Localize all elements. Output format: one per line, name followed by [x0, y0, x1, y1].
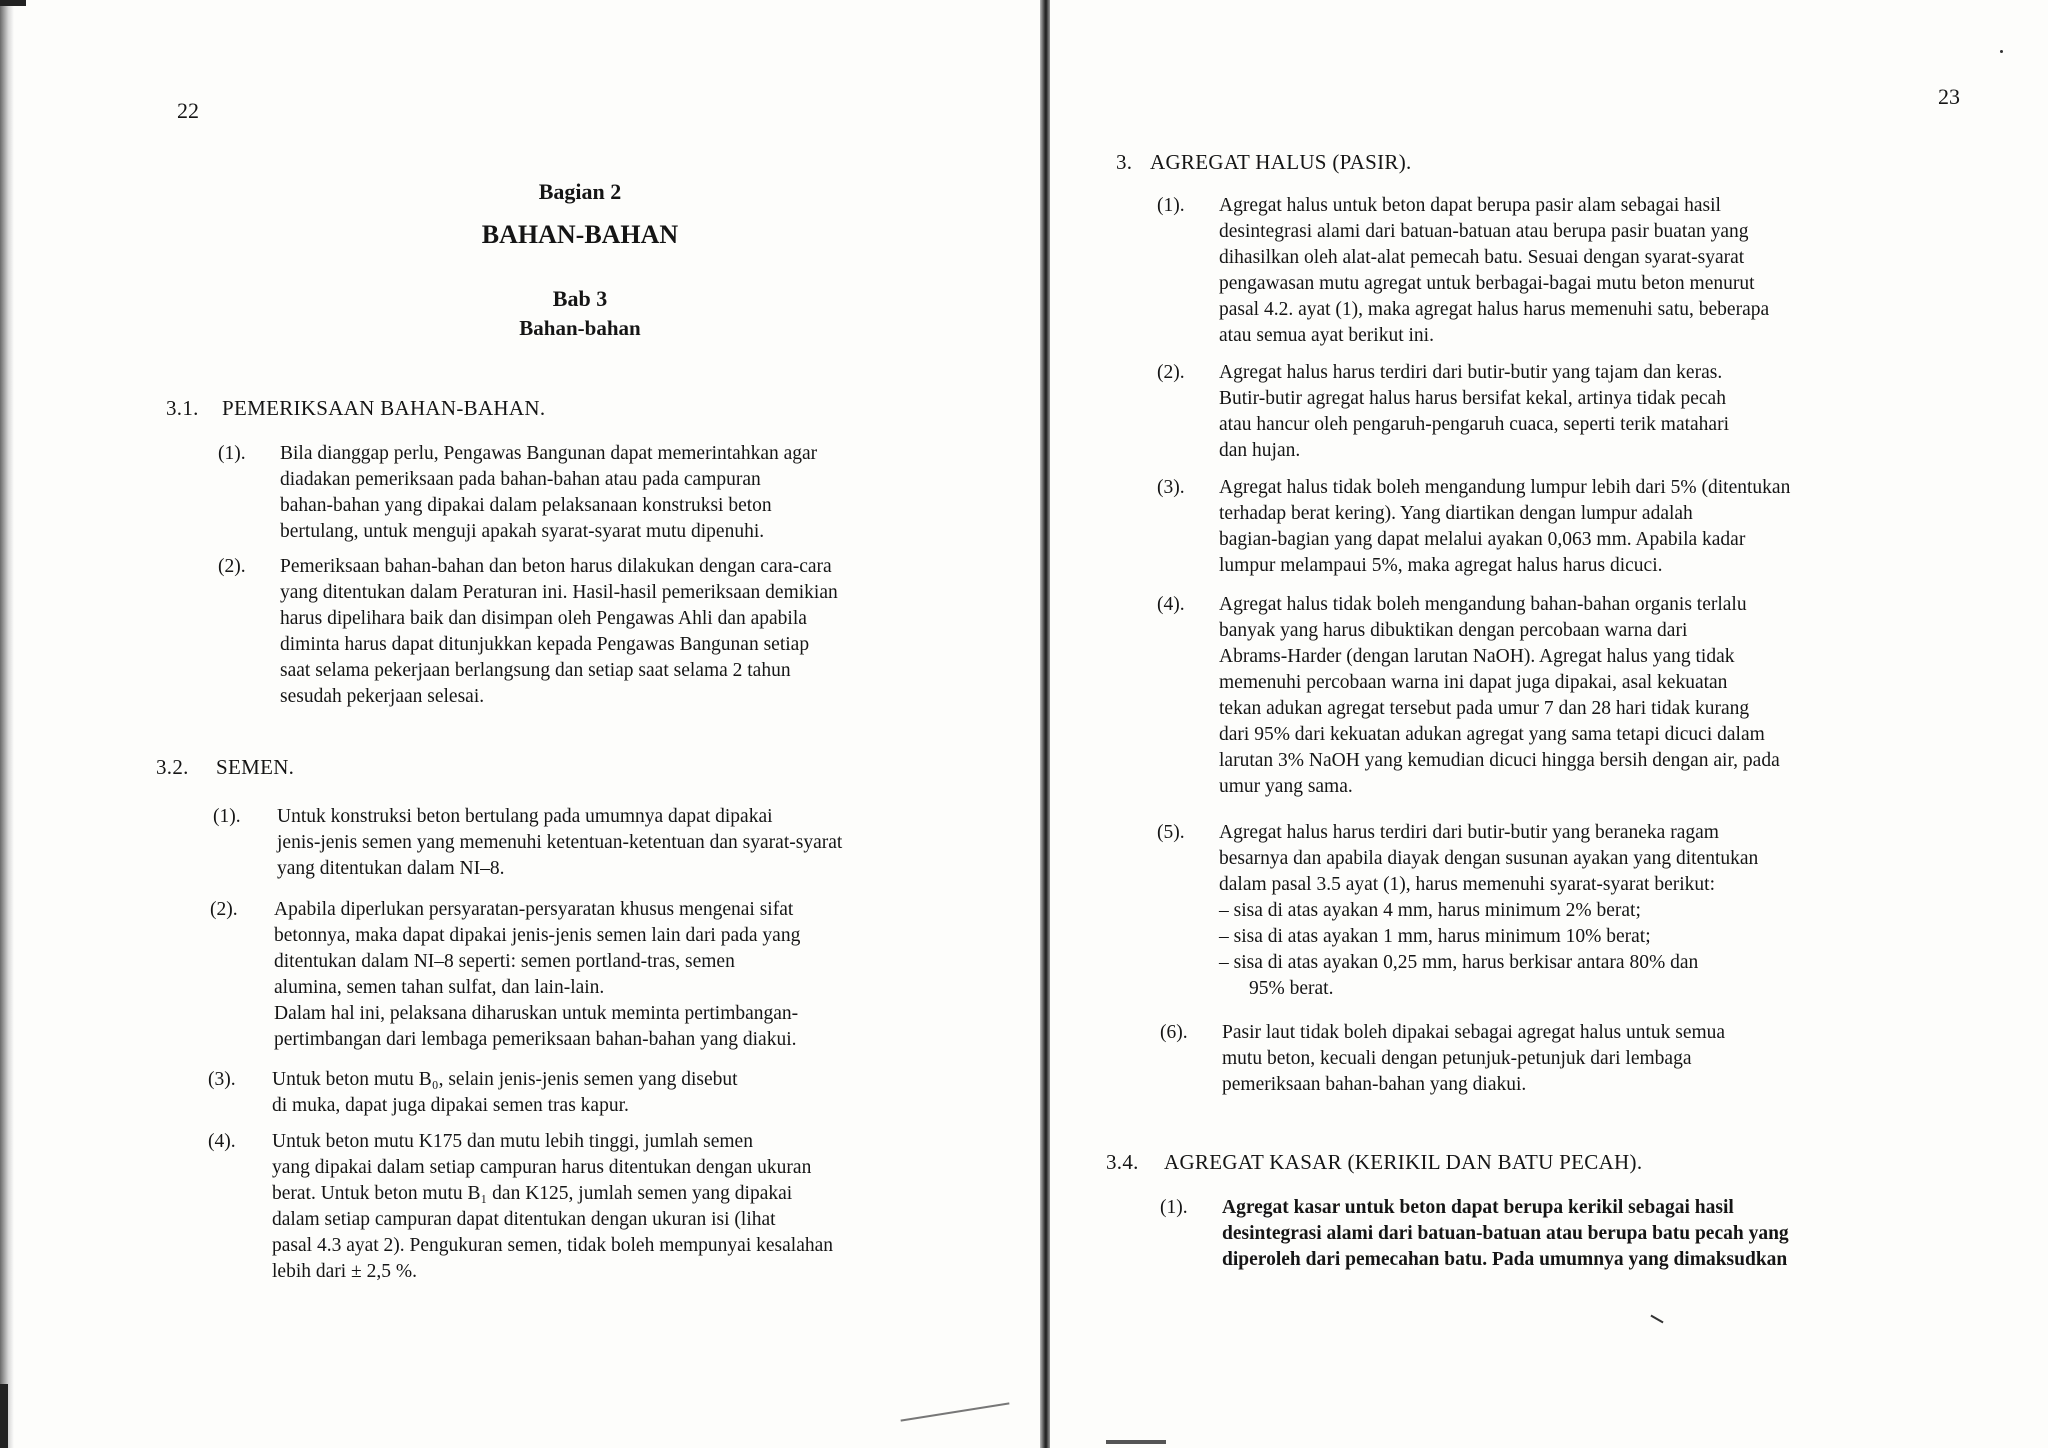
text-line: atau hancur oleh pengaruh-pengaruh cuaca, seperti terik matahari	[1219, 414, 1729, 435]
section-number: 3.1.	[166, 396, 199, 420]
text-line: besarnya dan apabila diayak dengan susunan ayakan yang ditentukan	[1219, 848, 1759, 869]
section-number: 3.2.	[156, 755, 189, 779]
part-title: BAHAN-BAHAN	[481, 220, 679, 249]
text-line: desintegrasi alami dari batuan-batuan atau berupa batu pecah yang	[1222, 1223, 1789, 1244]
scan-smudge	[901, 1402, 1010, 1421]
text-line: betonnya, maka dapat dipakai jenis-jenis semen lain dari pada yang	[274, 925, 801, 946]
text-line: dalam pasal 3.5 ayat (1), harus memenuhi syarat-syarat berikut:	[1219, 874, 1715, 895]
text-line: pengawasan mutu agregat untuk berbagai-bagai mutu beton menurut	[1219, 273, 1755, 294]
text-line: pemeriksaan bahan-bahan yang diakui.	[1222, 1074, 1527, 1095]
text-line: Pasir laut tidak boleh dipakai sebagai agregat halus untuk semua	[1222, 1022, 1726, 1043]
text-line: Pemeriksaan bahan-bahan dan beton harus dilakukan dengan cara-cara	[280, 556, 832, 577]
text-line: Bila dianggap perlu, Pengawas Bangunan dapat memerintahkan agar	[280, 443, 818, 464]
scan-speck	[2000, 50, 2003, 53]
text-line: bertulang, untuk menguji apakah syarat-syarat mutu dipenuhi.	[280, 521, 765, 542]
text-line: diadakan pemeriksaan pada bahan-bahan atau pada campuran	[280, 469, 761, 490]
item-number: (4).	[1157, 594, 1185, 615]
text-line: pasal 4.2. ayat (1), maka agregat halus harus memenuhi satu, beberapa	[1219, 299, 1770, 320]
text-line: Untuk beton mutu K175 dan mutu lebih tinggi, jumlah semen	[272, 1131, 753, 1152]
text-line: terhadap berat kering). Yang diartikan dengan lumpur adalah	[1219, 503, 1693, 524]
text-line: di muka, dapat juga dipakai semen tras kapur.	[272, 1095, 629, 1116]
text-line: Abrams-Harder (dengan larutan NaOH). Agregat halus yang tidak	[1219, 646, 1735, 667]
list-item: 95% berat.	[1249, 978, 1334, 999]
scan-speck	[1650, 1315, 1663, 1324]
item-number: (2).	[1157, 362, 1185, 383]
text-line: tekan adukan agregat tersebut pada umur 7 dan 28 hari tidak kurang	[1219, 698, 1750, 719]
section-title: PEMERIKSAAN BAHAN-BAHAN.	[222, 396, 546, 420]
item-number: (4).	[208, 1131, 236, 1152]
section-title: AGREGAT KASAR (KERIKIL DAN BATU PECAH).	[1164, 1150, 1643, 1174]
item-number: (1).	[1157, 195, 1185, 216]
text-line: alumina, semen tahan sulfat, dan lain-lain.	[274, 977, 605, 998]
text-line: Butir-butir agregat halus harus bersifat kekal, artinya tidak pecah	[1219, 388, 1726, 409]
section-title: SEMEN.	[216, 755, 295, 779]
chapter-label: Bab 3	[552, 286, 608, 311]
item-number: (1).	[1160, 1197, 1188, 1218]
text-line: saat selama pekerjaan berlangsung dan setiap saat selama 2 tahun	[280, 660, 791, 681]
text-line: Apabila diperlukan persyaratan-persyaratan khusus mengenai sifat	[274, 899, 794, 920]
text-line: yang ditentukan dalam Peraturan ini. Hasil-hasil pemeriksaan demikian	[280, 582, 838, 603]
text-line: desintegrasi alami dari batuan-batuan atau berupa pasir buatan yang	[1219, 221, 1749, 242]
text-line: diperoleh dari pemecahan batu. Pada umumnya yang dimaksudkan	[1222, 1249, 1788, 1270]
text-line: pasal 4.3 ayat 2). Pengukuran semen, tidak boleh mempunyai kesalahan	[272, 1235, 834, 1256]
text-line: dari 95% dari kekuatan adukan agregat yang sama tetapi dicuci dalam	[1219, 724, 1765, 745]
item-number: (1).	[213, 806, 241, 827]
part-label: Bagian 2	[538, 179, 622, 204]
text-line: Agregat halus untuk beton dapat berupa pasir alam sebagai hasil	[1219, 195, 1721, 216]
text-line: Dalam hal ini, pelaksana diharuskan untuk meminta pertimbangan-	[274, 1003, 799, 1024]
item-number: (5).	[1157, 822, 1185, 843]
text-line: Agregat halus tidak boleh mengandung bahan-bahan organis terlalu	[1219, 594, 1747, 615]
page-number: 22	[177, 98, 199, 123]
text-line: memenuhi percobaan warna ini dapat juga dipakai, asal kekuatan	[1219, 672, 1728, 693]
scan-smudge	[1106, 1440, 1166, 1444]
text-line: ditentukan dalam NI–8 seperti: semen portland-tras, semen	[274, 951, 735, 972]
text-line: dihasilkan oleh alat-alat pemecah batu. Sesuai dengan syarat-syarat	[1219, 247, 1745, 268]
item-number: (3).	[208, 1069, 236, 1090]
text-line: lebih dari ± 2,5 %.	[272, 1261, 418, 1282]
item-number: (2).	[218, 556, 246, 577]
text-line: berat. Untuk beton mutu B₁ dan K125, jumlah semen yang dipakai	[272, 1183, 793, 1204]
item-number: (2).	[210, 899, 238, 920]
text-line: dalam setiap campuran dapat ditentukan dengan ukuran isi (lihat	[272, 1209, 776, 1230]
text-line: mutu beton, kecuali dengan petunjuk-petunjuk dari lembaga	[1222, 1048, 1692, 1069]
text-line: Agregat halus harus terdiri dari butir-butir yang tajam dan keras.	[1219, 362, 1723, 383]
text-line: diminta harus dapat ditunjukkan kepada Pengawas Bangunan setiap	[280, 634, 810, 655]
text-line: bahan-bahan yang dipakai dalam pelaksanaan konstruksi beton	[280, 495, 772, 516]
text-line: pertimbangan dari lembaga pemeriksaan bahan-bahan yang diakui.	[274, 1029, 797, 1050]
item-number: (3).	[1157, 477, 1185, 498]
text-line: sesudah pekerjaan selesai.	[280, 686, 485, 707]
text-line: dan hujan.	[1219, 440, 1301, 461]
text-line: jenis-jenis semen yang memenuhi ketentuan-ketentuan dan syarat-syarat	[277, 832, 843, 853]
text-line: yang dipakai dalam setiap campuran harus ditentukan dengan ukuran	[272, 1157, 812, 1178]
section-number: 3.	[1116, 150, 1133, 174]
list-item: – sisa di atas ayakan 0,25 mm, harus berkisar antara 80% dan	[1219, 952, 1699, 973]
text-line: larutan 3% NaOH yang kemudian dicuci hingga bersih dengan air, pada	[1219, 750, 1780, 771]
text-line: atau semua ayat berikut ini.	[1219, 325, 1434, 346]
section-number: 3.4.	[1106, 1150, 1139, 1174]
text-line: Agregat halus tidak boleh mengandung lumpur lebih dari 5% (ditentukan	[1219, 477, 1791, 498]
item-number: (6).	[1160, 1022, 1188, 1043]
text-line: bagian-bagian yang dapat melalui ayakan 0,063 mm. Apabila kadar	[1219, 529, 1746, 550]
text-line: Agregat kasar untuk beton dapat berupa kerikil sebagai hasil	[1222, 1197, 1734, 1218]
text-line: Untuk konstruksi beton bertulang pada umumnya dapat dipakai	[277, 806, 773, 827]
text-line: Agregat halus harus terdiri dari butir-butir yang beraneka ragam	[1219, 822, 1719, 843]
chapter-title: Bahan-bahan	[519, 316, 641, 340]
text-line: umur yang sama.	[1219, 776, 1353, 797]
text-line: harus dipelihara baik dan disimpan oleh Pengawas Ahli dan apabila	[280, 608, 807, 629]
right-page	[1050, 0, 2048, 1448]
page-number: 23	[1938, 84, 1960, 109]
text-line: Untuk beton mutu B₀, selain jenis-jenis semen yang disebut	[272, 1069, 738, 1090]
section-title: AGREGAT HALUS (PASIR).	[1150, 150, 1412, 174]
list-item: – sisa di atas ayakan 1 mm, harus minimum 10% berat;	[1219, 926, 1651, 947]
list-item: – sisa di atas ayakan 4 mm, harus minimum 2% berat;	[1219, 900, 1641, 921]
text-line: lumpur melampaui 5%, maka agregat halus harus dicuci.	[1219, 555, 1663, 576]
text-line: yang ditentukan dalam NI–8.	[277, 858, 505, 879]
item-number: (1).	[218, 443, 246, 464]
text-line: banyak yang harus dibuktikan dengan percobaan warna dari	[1219, 620, 1688, 641]
book-spine	[1040, 0, 1050, 1448]
